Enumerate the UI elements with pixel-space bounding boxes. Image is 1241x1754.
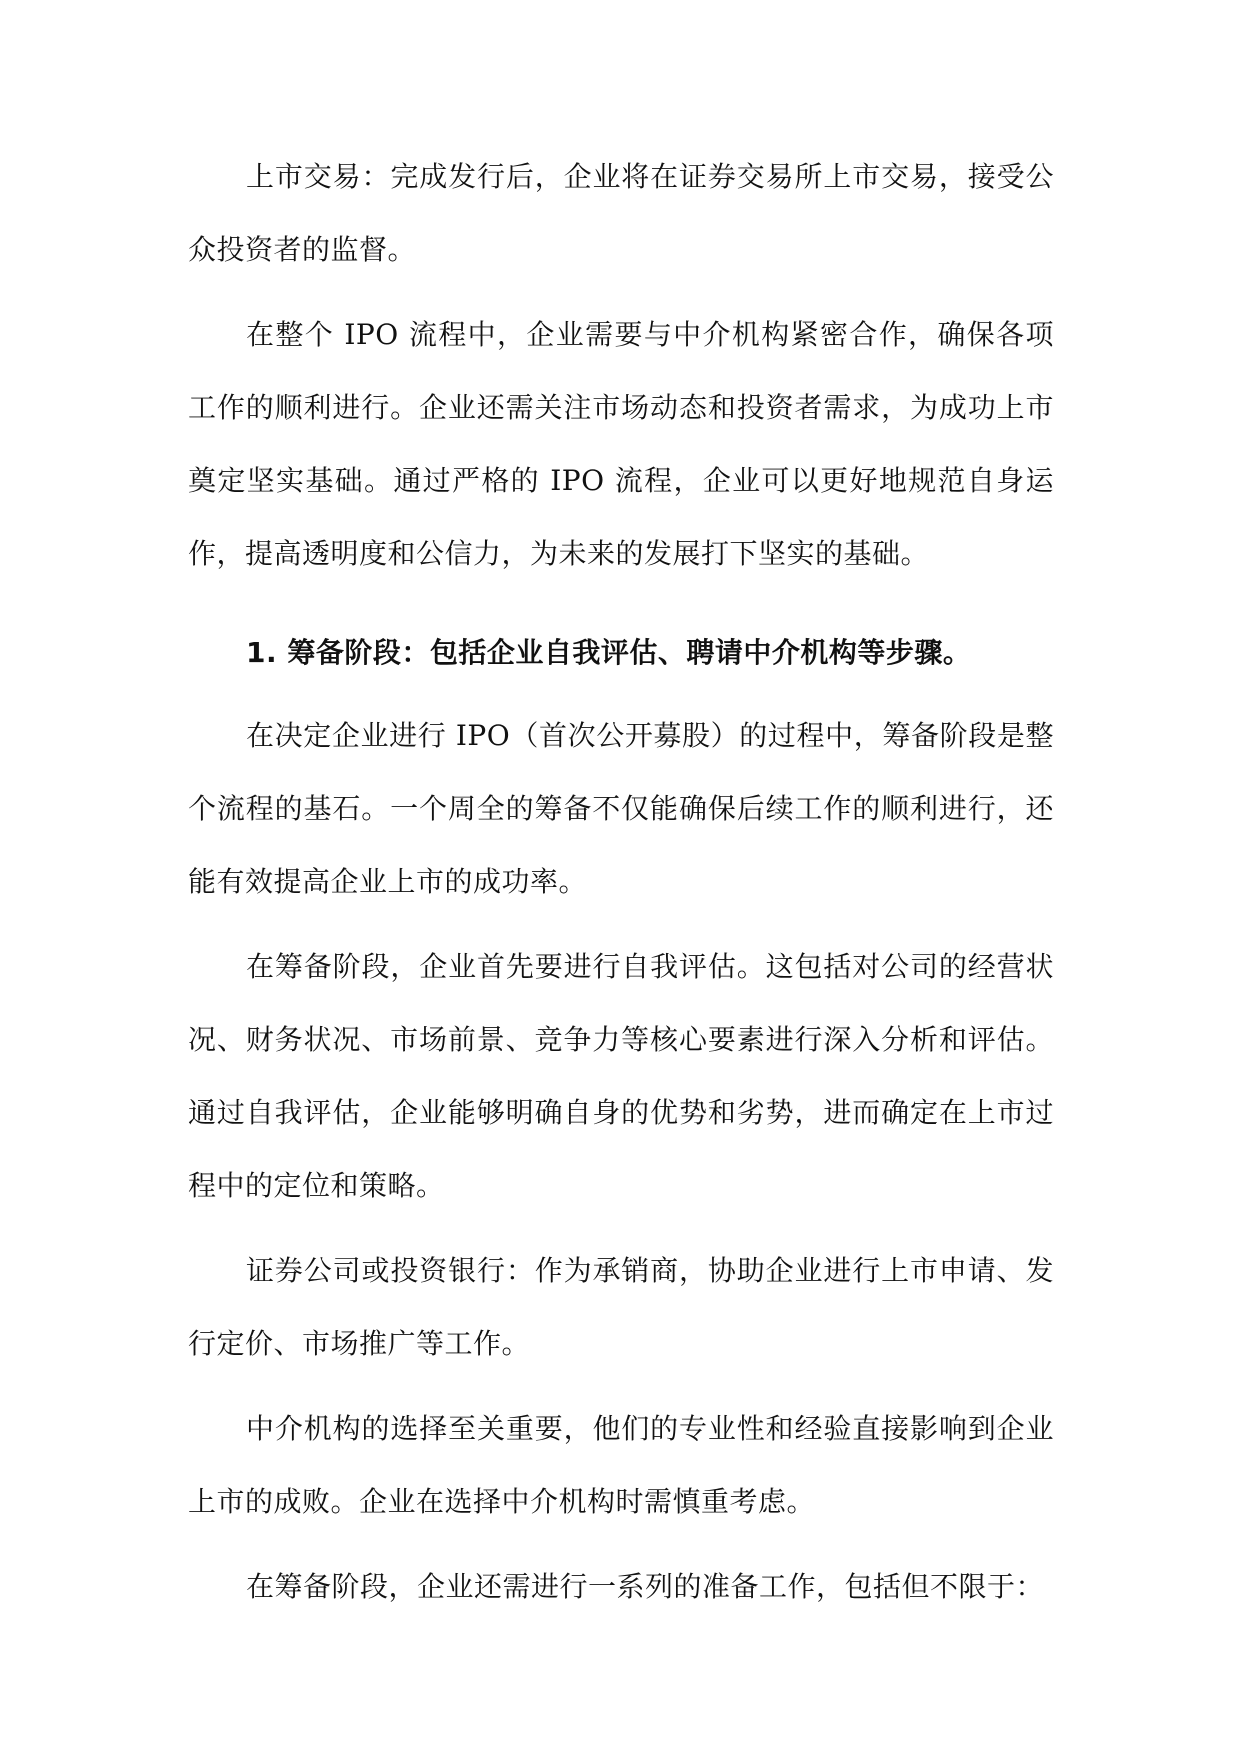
- paragraph-listing-trading: 上市交易：完成发行后，企业将在证券交易所上市交易，接受公众投资者的监督。: [188, 160, 1054, 266]
- section-heading-preparation: 1. 筹备阶段：包括企业自我评估、聘请中介机构等步骤。: [246, 636, 972, 669]
- paragraph-preparation-intro: 在决定企业进行 IPO（首次公开募股）的过程中，筹备阶段是整个流程的基石。一个周全的筹备不仅能确保后续工作的顺利进行，还能有效提高企业上市的成功率。: [188, 719, 1054, 898]
- paragraph-intermediary-selection: 中介机构的选择至关重要，他们的专业性和经验直接影响到企业上市的成败。企业在选择中介机构时需慎重考虑。: [188, 1412, 1054, 1518]
- document-body: [188, 140, 1054, 1635]
- paragraph-ipo-process-summary: 在整个 IPO 流程中，企业需要与中介机构紧密合作，确保各项工作的顺利进行。企业还需关注市场动态和投资者需求，为成功上市奠定坚实基础。通过严格的 IPO 流程，企业可以更好地规范自身运作，提高透明度和公信力，为未来的发展打下坚实的基础。: [188, 318, 1054, 570]
- paragraph-securities-firm: 证券公司或投资银行：作为承销商，协助企业进行上市申请、发行定价、市场推广等工作。: [188, 1254, 1054, 1360]
- paragraph-preparation-work: 在筹备阶段，企业还需进行一系列的准备工作，包括但不限于：: [246, 1570, 1045, 1603]
- paragraph-self-assessment: 在筹备阶段，企业首先要进行自我评估。这包括对公司的经营状况、财务状况、市场前景、竞争力等核心要素进行深入分析和评估。通过自我评估，企业能够明确自身的优势和劣势，进而确定在上市过程中的定位和策略。: [188, 950, 1054, 1202]
